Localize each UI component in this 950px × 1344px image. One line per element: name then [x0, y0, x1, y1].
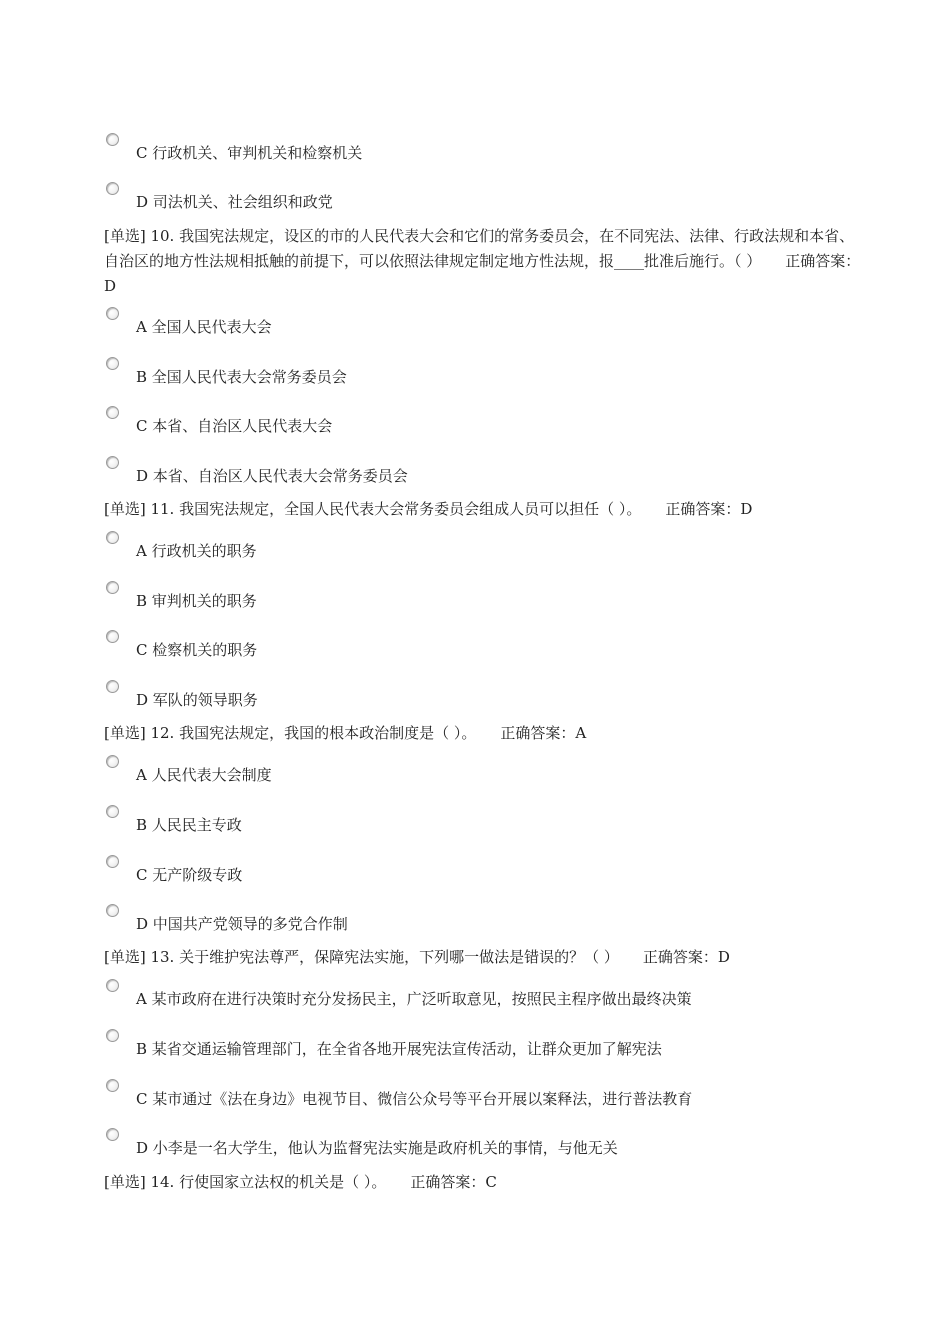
radio-button[interactable]	[106, 456, 119, 469]
radio-button[interactable]	[106, 1128, 119, 1141]
option-label: D 军队的领导职务	[136, 691, 258, 709]
option-a[interactable]	[106, 755, 886, 785]
radio-button[interactable]	[106, 1029, 119, 1042]
option-d[interactable]	[106, 182, 886, 212]
option-label: C 某市通过《法在身边》电视节目、微信公众号等平台开展以案释法，进行普法教育	[136, 1090, 693, 1108]
option-c[interactable]	[106, 406, 886, 436]
option-c[interactable]	[106, 1079, 886, 1109]
radio-button[interactable]	[106, 531, 119, 544]
option-label: C 本省、自治区人民代表大会	[136, 417, 333, 435]
option-label: D 本省、自治区人民代表大会常务委员会	[136, 467, 408, 485]
question-text: [单选] 10. 我国宪法规定，设区的市的人民代表大会和它们的常务委员会，在不同宪法、法律、行政法规和本省、自治区的地方性法规相抵触的前提下，可以依照法律规定制定地方性法规，报____批准后施行。（ ）	[104, 227, 855, 270]
option-label: C 检察机关的职务	[136, 641, 258, 659]
option-c[interactable]	[106, 855, 886, 885]
radio-button[interactable]	[106, 904, 119, 917]
radio-button[interactable]	[106, 133, 119, 146]
option-a[interactable]	[106, 979, 886, 1009]
question-12	[104, 723, 586, 743]
radio-button[interactable]	[106, 630, 119, 643]
question-text: [单选] 11. 我国宪法规定，全国人民代表大会常务委员会组成人员可以担任（ ）。	[104, 500, 642, 518]
option-b[interactable]	[106, 1029, 886, 1059]
question-14	[104, 1172, 497, 1192]
radio-button[interactable]	[106, 680, 119, 693]
option-label: C 行政机关、审判机关和检察机关	[136, 144, 363, 162]
option-label: B 审判机关的职务	[136, 592, 257, 610]
option-b[interactable]	[106, 581, 886, 611]
option-label: A 人民代表大会制度	[136, 766, 272, 784]
option-d[interactable]	[106, 680, 886, 710]
correct-answer: 正确答案：D	[665, 500, 753, 518]
option-c[interactable]	[106, 630, 886, 660]
option-d[interactable]	[106, 456, 886, 486]
correct-answer: 正确答案：D	[104, 252, 861, 295]
option-label: B 全国人民代表大会常务委员会	[136, 368, 347, 386]
option-label: D 司法机关、社会组织和政党	[136, 193, 333, 211]
option-label: D 小李是一名大学生，他认为监督宪法实施是政府机关的事情，与他无关	[136, 1139, 618, 1157]
option-label: A 某市政府在进行决策时充分发扬民主，广泛听取意见，按照民主程序做出最终决策	[136, 990, 692, 1008]
radio-button[interactable]	[106, 182, 119, 195]
option-label: A 行政机关的职务	[136, 542, 257, 560]
question-text: [单选] 14. 行使国家立法权的机关是（ ）。	[104, 1173, 387, 1191]
option-a[interactable]	[106, 307, 886, 337]
correct-answer: 正确答案：C	[410, 1173, 497, 1191]
option-label: B 人民民主专政	[136, 816, 242, 834]
correct-answer: 正确答案：D	[642, 948, 730, 966]
option-c[interactable]	[106, 133, 886, 163]
option-a[interactable]	[106, 531, 886, 561]
option-b[interactable]	[106, 805, 886, 835]
question-10	[104, 224, 864, 299]
question-11	[104, 499, 752, 519]
option-label: C 无产阶级专政	[136, 866, 243, 884]
question-text: [单选] 12. 我国宪法规定，我国的根本政治制度是（ ）。	[104, 724, 477, 742]
radio-button[interactable]	[106, 307, 119, 320]
radio-button[interactable]	[106, 755, 119, 768]
radio-button[interactable]	[106, 406, 119, 419]
option-label: B 某省交通运输管理部门，在全省各地开展宪法宣传活动，让群众更加了解宪法	[136, 1040, 662, 1058]
radio-button[interactable]	[106, 1079, 119, 1092]
option-d[interactable]	[106, 1128, 886, 1158]
option-label: A 全国人民代表大会	[136, 318, 272, 336]
question-text: [单选] 13. 关于维护宪法尊严，保障宪法实施，下列哪一做法是错误的？（ ）	[104, 948, 619, 966]
option-d[interactable]	[106, 904, 886, 934]
option-label: D 中国共产党领导的多党合作制	[136, 915, 348, 933]
radio-button[interactable]	[106, 979, 119, 992]
radio-button[interactable]	[106, 855, 119, 868]
radio-button[interactable]	[106, 805, 119, 818]
radio-button[interactable]	[106, 357, 119, 370]
correct-answer: 正确答案：A	[500, 724, 587, 742]
question-13	[104, 947, 730, 967]
radio-button[interactable]	[106, 581, 119, 594]
option-b[interactable]	[106, 357, 886, 387]
